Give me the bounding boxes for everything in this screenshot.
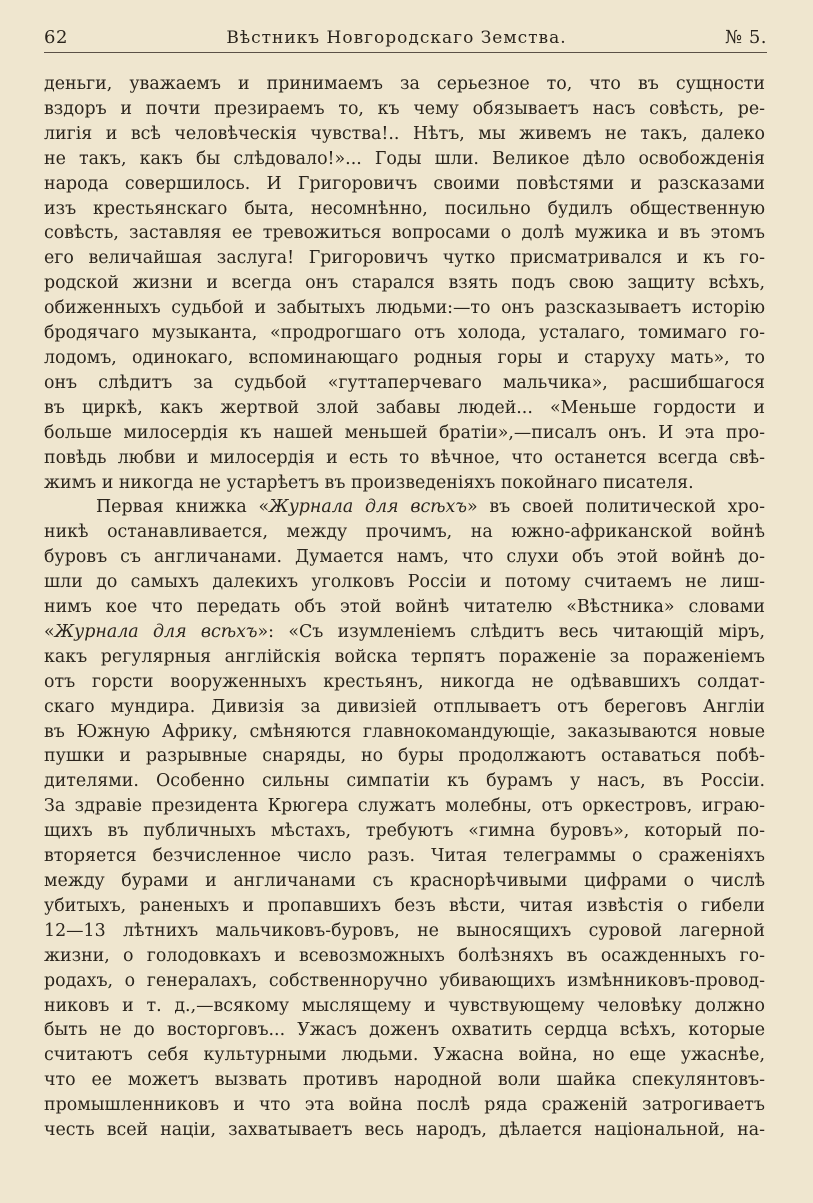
- issue-number: № 5.: [725, 27, 767, 48]
- journal-name-italic: Журнала для всѣхъ: [54, 621, 258, 642]
- body-text: [44, 72, 765, 1143]
- text-line: родской жизни и всегда онъ старался взять подъ свою защиту всѣхъ,: [44, 273, 765, 294]
- text-line: не такъ, какъ бы слѣдовало!»... Годы шли. Великое дѣло освобожденія: [44, 148, 765, 169]
- text-line: его величайшая заслуга! Григоровичъ чутко присматривался и къ го-: [44, 248, 765, 269]
- text-line: убитыхъ, раненыхъ и пропавшихъ безъ вѣсти, читая извѣстія о гибели: [44, 895, 765, 916]
- text-line: повѣдь любви и милосердія и есть то вѣчное, что останется всегда свѣ-: [44, 447, 765, 468]
- text-line: лодомъ, одинокаго, вспоминающаго родныя горы и старуху мать», то: [44, 347, 765, 368]
- text-line: въ Южную Африку, смѣняются главнокомандующіе, заказываются новые: [44, 721, 765, 742]
- text-line: вторяется безчисленное число разъ. Читая телеграммы о сраженіяхъ: [44, 846, 765, 867]
- text-line: бродячаго музыканта, «продрогшаго отъ холода, усталаго, томимаго го-: [44, 323, 765, 344]
- text-line: отъ горсти вооруженныхъ крестьянъ, никогда не одѣвавшихъ солдат-: [44, 671, 765, 692]
- text-line: деньги, уважаемъ и принимаемъ за серьезное то, что въ сущности: [44, 74, 765, 94]
- text-line: дителями. Особенно сильны симпатіи къ бурамъ у насъ, въ Россіи.: [44, 771, 765, 792]
- text-line: въ циркѣ, какъ жертвой злой забавы людей... «Меньше гордости и: [44, 397, 765, 418]
- text-line: нимъ кое что передать объ этой войнѣ читателю «Вѣстника» словами: [44, 597, 765, 618]
- text-line: больше милосердія къ нашей меньшей братіи»,—писалъ онъ. И эта про-: [44, 422, 765, 443]
- text-line: Первая книжка «Журнала для всѣхъ» въ своей политической хро-: [96, 497, 765, 518]
- text-line: быть не до восторговъ... Ужасъ доженъ охватить сердца всѣхъ, которые: [44, 1020, 765, 1041]
- text-line: онъ слѣдитъ за судьбой «гуттаперчеваго мальчика», расшибшагося: [44, 372, 765, 393]
- paragraph-2: [44, 495, 765, 1143]
- text-line: буровъ съ англичанами. Думается намъ, что слухи объ этой войнѣ до-: [44, 547, 765, 568]
- text-line: совѣсть, заставляя ее тревожиться вопросами о долѣ мужика и въ этомъ: [44, 223, 765, 244]
- text-line: обиженныхъ судьбой и забытыхъ людьми:—то онъ разсказываетъ исторію: [44, 298, 765, 319]
- page-number: 62: [44, 27, 68, 48]
- text-line: жизни, о голодовкахъ и всевозможныхъ болѣзняхъ въ осажденныхъ го-: [44, 945, 765, 966]
- text-line: какъ регулярныя англійскія войска терпятъ пораженіе за пораженіемъ: [44, 646, 765, 667]
- text-line: никовъ и т. д.,—всякому мыслящему и чувствующему человѣку должно: [44, 995, 765, 1016]
- paragraph-1: [44, 72, 765, 495]
- text-line: честь всей націи, захватываетъ весь народъ, дѣлается національной, на-: [44, 1120, 765, 1141]
- text-line: 12—13 лѣтнихъ мальчиковъ-буровъ, не выносящихъ суровой лагерной: [44, 920, 765, 941]
- page-header: [44, 20, 767, 48]
- text-line: вздоръ и почти презираемъ то, къ чему обязываетъ насъ совѣсть, ре-: [44, 98, 765, 119]
- text-line: родахъ, о генералахъ, собственноручно убивающихъ измѣнниковъ-провод-: [44, 970, 765, 991]
- text-line: жимъ и никогда не устарѣетъ въ произведеніяхъ покойнаго писателя.: [44, 472, 694, 493]
- text-line: между бурами и англичанами съ краснорѣчивыми цифрами о числѣ: [44, 871, 765, 891]
- text-line: пушки и разрывные снаряды, но буры продолжаютъ оставаться побѣ-: [44, 746, 765, 767]
- header-rule: [44, 52, 767, 53]
- text-line: никѣ останавливается, между прочимъ, на южно-африканской войнѣ: [44, 522, 765, 543]
- text-line: считаютъ себя культурными людьми. Ужасна война, но еще ужаснѣе,: [44, 1045, 765, 1066]
- journal-name-italic: Журнала для всѣхъ: [269, 497, 467, 518]
- text-line: За здравіе президента Крюгера служатъ молебны, отъ оркестровъ, играю-: [44, 796, 765, 817]
- text-line: шли до самыхъ далекихъ уголковъ Россіи и потому считаемъ не лиш-: [44, 572, 765, 593]
- text-line: изъ крестьянскаго быта, несомнѣнно, посильно будилъ общественную: [44, 198, 765, 219]
- text-line: «Журнала для всѣхъ»: «Съ изумленіемъ слѣдитъ весь читающій міръ,: [44, 621, 765, 642]
- text-line: лигія и всѣ человѣческія чувства!.. Нѣтъ, мы живемъ не такъ, далеко: [44, 123, 765, 144]
- text-line: щихъ въ публичныхъ мѣстахъ, требуютъ «гимна буровъ», который по-: [44, 821, 765, 842]
- text-line: промышленниковъ и что эта война послѣ ряда сраженій затрогиваетъ: [44, 1095, 765, 1116]
- text-line: что ее можетъ вызвать противъ народной воли шайка спекулянтовъ-: [44, 1070, 765, 1091]
- text-line: народа совершилось. И Григоровичъ своими повѣстями и разсказами: [44, 173, 765, 194]
- text-line: скаго мундира. Дивизія за дивизіей отплываетъ отъ береговъ Англіи: [44, 696, 765, 717]
- journal-title: Вѣстникъ Новгородскаго Земства.: [226, 28, 567, 48]
